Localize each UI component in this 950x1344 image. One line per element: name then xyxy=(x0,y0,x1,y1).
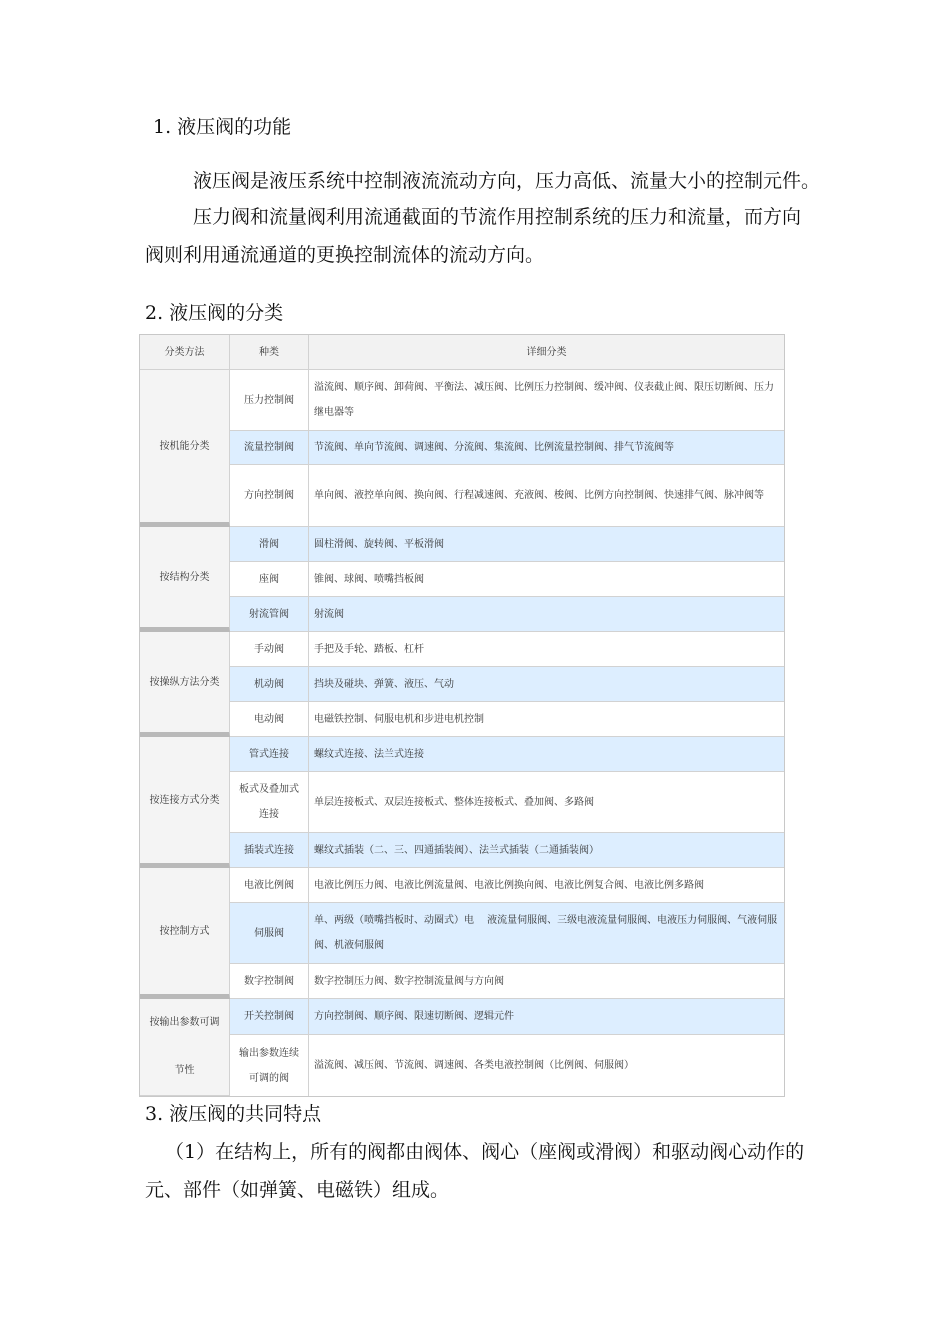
header-detail: 详细分类 xyxy=(309,335,784,370)
detail-cell: 电磁铁控制、伺服电机和步进电机控制 xyxy=(309,702,784,737)
table-row xyxy=(140,667,784,702)
table-row xyxy=(140,964,784,999)
paragraph-line: （1）在结构上，所有的阀都由阀体、阀心（座阀或滑阀）和驱动阀心动作的 xyxy=(165,1141,805,1163)
detail-cell: 射流阀 xyxy=(309,597,784,632)
table-row xyxy=(140,868,784,903)
kind-cell: 输出参数连续可调的阀 xyxy=(230,1035,309,1096)
kind-cell: 射流管阀 xyxy=(230,597,309,632)
category-cell: 按结构分类 xyxy=(140,527,230,632)
header-category: 分类方法 xyxy=(140,335,230,370)
kind-cell: 手动阀 xyxy=(230,632,309,667)
kind-cell: 机动阀 xyxy=(230,667,309,702)
detail-cell: 溢流阀、减压阀、节流阀、调速阀、各类电液控制阀（比例阀、伺服阀） xyxy=(309,1035,784,1096)
detail-cell: 电液比例压力阀、电液比例流量阀、电液比例换向阀、电液比例复合阀、电液比例多路阀 xyxy=(309,868,784,903)
detail-cell: 节流阀、单向节流阀、调速阀、分流阀、集流阀、比例流量控制阀、排气节流阀等 xyxy=(309,431,784,465)
detail-cell: 数字控制压力阀、数字控制流量阀与方向阀 xyxy=(309,964,784,999)
detail-cell: 单层连接板式、双层连接板式、整体连接板式、叠加阀、多路阀 xyxy=(309,772,784,833)
paragraph-line: 液压阀是液压系统中控制液流流动方向，压力高低、流量大小的控制元件。 xyxy=(193,170,821,192)
detail-cell: 圆柱滑阀、旋转阀、平板滑阀 xyxy=(309,527,784,562)
kind-cell: 座阀 xyxy=(230,562,309,597)
paragraph-line: 压力阀和流量阀利用流通截面的节流作用控制系统的压力和流量，而方向 xyxy=(193,206,802,228)
section-1-paragraph-1 xyxy=(193,162,820,200)
kind-cell: 压力控制阀 xyxy=(230,370,309,431)
kind-cell: 电液比例阀 xyxy=(230,868,309,903)
section-3-heading: 3. 液压阀的共同特点 xyxy=(145,1103,322,1125)
detail-cell: 单、两级（喷嘴挡板时、动圈式）电 液流量伺服阀、三级电液流量伺服阀、电液压力伺服阀、气液伺服阀、机液伺服阀 xyxy=(309,903,784,964)
table-row xyxy=(140,772,784,833)
kind-cell: 流量控制阀 xyxy=(230,431,309,465)
kind-cell: 电动阀 xyxy=(230,702,309,737)
valve-classification-table xyxy=(139,334,785,1097)
kind-cell: 伺服阀 xyxy=(230,903,309,964)
detail-cell: 方向控制阀、顺序阀、限速切断阀、逻辑元件 xyxy=(309,999,784,1035)
section-2-heading: 2. 液压阀的分类 xyxy=(145,302,284,324)
category-cell: 按输出参数可调节性 xyxy=(140,999,230,1096)
table-row xyxy=(140,597,784,632)
section-1-paragraph-2 xyxy=(145,198,825,274)
detail-cell: 挡块及碰块、弹簧、液压、气动 xyxy=(309,667,784,702)
category-cell: 按连接方式分类 xyxy=(140,737,230,868)
paragraph-line: 阀则利用通流通道的更换控制流体的流动方向。 xyxy=(145,244,545,266)
table-row xyxy=(140,737,784,772)
detail-cell: 溢流阀、顺序阀、卸荷阀、平衡法、减压阀、比例压力控制阀、缓冲阀、仪表截止阀、限压切断阀、压力继电器等 xyxy=(309,370,784,431)
header-kind: 种类 xyxy=(230,335,309,370)
table-row xyxy=(140,999,784,1035)
section-1-heading: 1. 液压阀的功能 xyxy=(153,116,292,138)
detail-cell: 手把及手轮、踏板、杠杆 xyxy=(309,632,784,667)
detail-cell: 单向阀、液控单向阀、换向阀、行程减速阀、充液阀、梭阀、比例方向控制阀、快速排气阀、脉冲阀等 xyxy=(309,465,784,527)
detail-cell: 螺纹式插装（二、三、四通插装阀）、法兰式插装（二通插装阀） xyxy=(309,833,784,868)
table-row xyxy=(140,702,784,737)
kind-cell: 开关控制阀 xyxy=(230,999,309,1035)
detail-cell: 螺纹式连接、法兰式连接 xyxy=(309,737,784,772)
detail-cell: 锥阀、球阀、喷嘴挡板阀 xyxy=(309,562,784,597)
table-row xyxy=(140,527,784,562)
table-header-row xyxy=(140,335,784,370)
table-row xyxy=(140,903,784,964)
section-3-paragraph-1 xyxy=(145,1133,825,1209)
table-row xyxy=(140,370,784,431)
category-cell: 按控制方式 xyxy=(140,868,230,999)
kind-cell: 数字控制阀 xyxy=(230,964,309,999)
category-cell: 按操纵方法分类 xyxy=(140,632,230,737)
table-row xyxy=(140,431,784,465)
kind-cell: 方向控制阀 xyxy=(230,465,309,527)
paragraph-line: 元、部件（如弹簧、电磁铁）组成。 xyxy=(145,1179,450,1201)
table-row xyxy=(140,833,784,868)
table-row xyxy=(140,632,784,667)
category-cell: 按机能分类 xyxy=(140,370,230,527)
kind-cell: 插装式连接 xyxy=(230,833,309,868)
table-row xyxy=(140,465,784,527)
kind-cell: 管式连接 xyxy=(230,737,309,772)
kind-cell: 板式及叠加式连接 xyxy=(230,772,309,833)
table-row xyxy=(140,562,784,597)
kind-cell: 滑阀 xyxy=(230,527,309,562)
table-row xyxy=(140,1035,784,1096)
